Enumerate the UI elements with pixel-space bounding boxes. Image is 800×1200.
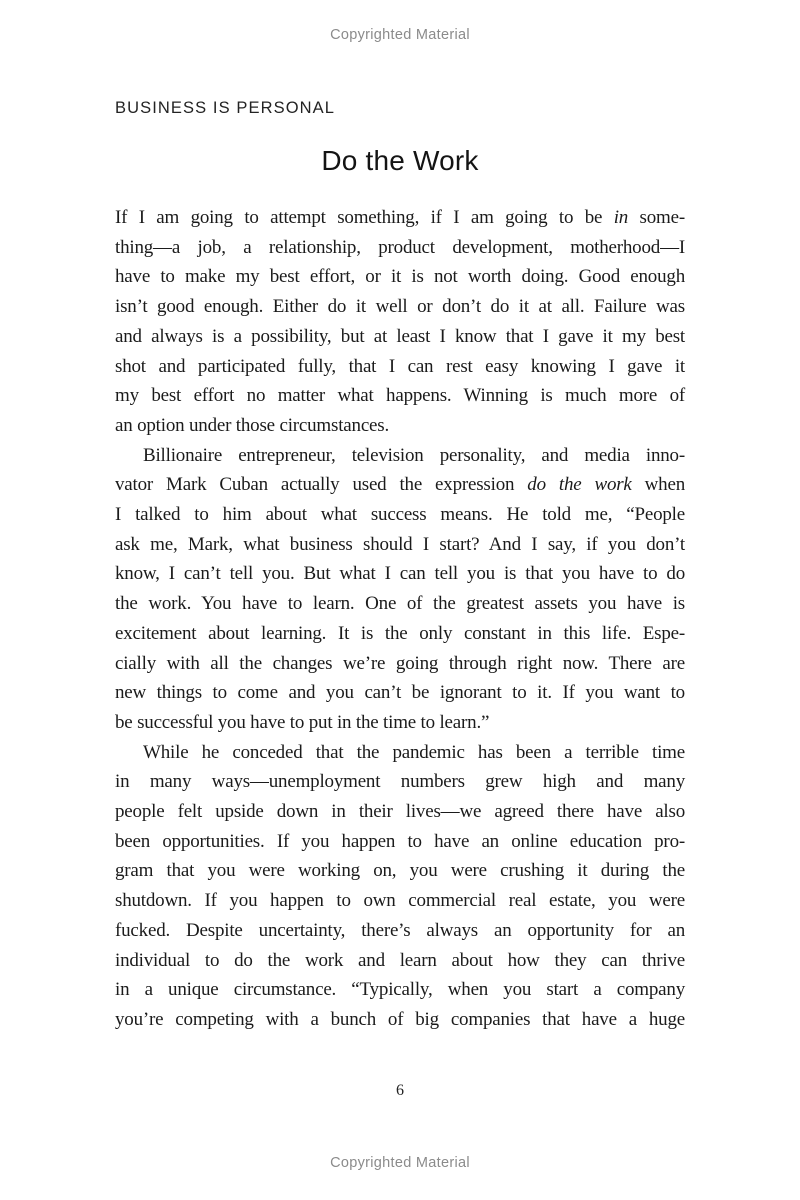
text-run: shot and participated fully, that I can rest easy knowing I gave it — [115, 355, 685, 377]
text-run: been opportunities. If you happen to have an online education pro- — [115, 830, 685, 852]
text-run: fucked. Despite uncertainty, there’s always an opportunity for an — [115, 919, 685, 941]
body-line — [115, 886, 685, 916]
text-run: be successful you have to put in the time to learn.” — [115, 711, 490, 733]
body-line — [115, 381, 685, 411]
text-run: my best effort no matter what happens. Winning is much more of — [115, 385, 685, 407]
chapter-title: Do the Work — [321, 145, 479, 176]
body-paragraph — [115, 441, 685, 738]
body-line — [115, 203, 685, 233]
text-run: cially with all the changes we’re going through right now. There are — [115, 652, 685, 674]
text-run: the work. You have to learn. One of the greatest assets you have is — [115, 593, 685, 615]
text-run: in a unique circumstance. “Typically, when you start a company — [115, 979, 685, 1001]
body-line — [115, 827, 685, 857]
text-run: you’re competing with a bunch of big companies that have a huge — [115, 1008, 685, 1030]
text-run: have to make my best effort, or it is not worth doing. Good enough — [115, 266, 685, 288]
text-run: shutdown. If you happen to own commercial real estate, you were — [115, 890, 685, 912]
body-line — [115, 797, 685, 827]
running-header: BUSINESS IS PERSONAL — [115, 99, 336, 117]
page-number: 6 — [396, 1082, 404, 1099]
body-line — [115, 470, 685, 500]
body-line — [115, 233, 685, 263]
text-run: ask me, Mark, what business should I start? And I say, if you don’t — [115, 533, 685, 555]
body-line — [115, 292, 685, 322]
text-run: If I am going to attempt something, if I am going to be — [115, 207, 614, 228]
text-run: when — [631, 474, 686, 496]
body-line — [115, 975, 685, 1005]
text-run: I talked to him about what success means. He told me, “People — [115, 504, 685, 526]
text-run: excitement about learning. It is the only constant in this life. Espe- — [115, 622, 685, 644]
body-line — [115, 1005, 685, 1035]
text-run: gram that you were working on, you were crushing it during the — [115, 860, 685, 882]
body-line — [115, 767, 685, 797]
italic-text: in — [613, 207, 629, 228]
text-run: individual to do the work and learn about how they can thrive — [115, 949, 685, 971]
text-run: Billionaire entrepreneur, television personality, and media inno- — [143, 444, 685, 466]
text-run: in many ways—unemployment numbers grew high and many — [115, 771, 685, 793]
body-line — [115, 262, 685, 292]
body-line — [115, 500, 685, 530]
text-run: some- — [628, 207, 685, 228]
body-line — [115, 619, 685, 649]
text-run: isn’t good enough. Either do it well or don’t do it at all. Failure was — [115, 296, 685, 318]
body-line — [115, 738, 685, 768]
body-line — [115, 441, 685, 471]
body-line — [115, 916, 685, 946]
body-line — [115, 946, 685, 976]
body-line — [115, 678, 685, 708]
text-run: people felt upside down in their lives—we agreed there have also — [115, 801, 685, 823]
body-line — [115, 649, 685, 679]
text-run: know, I can’t tell you. But what I can tell you is that you have to do — [115, 563, 685, 585]
text-run: an option under those circumstances. — [115, 414, 390, 436]
text-run: vator Mark Cuban actually used the expression — [115, 474, 528, 496]
watermark-bottom: Copyrighted Material — [330, 1155, 470, 1171]
text-run: thing—a job, a relationship, product development, motherhood—I — [115, 236, 685, 258]
body-line — [115, 856, 685, 886]
body-line — [115, 411, 685, 441]
text-run: While he conceded that the pandemic has been a terrible time — [143, 741, 685, 763]
text-run: and always is a possibility, but at least I know that I gave it my best — [115, 325, 685, 347]
body-line — [115, 352, 685, 382]
body-line — [115, 589, 685, 619]
body-paragraph — [115, 203, 685, 441]
body-paragraph — [115, 738, 685, 1035]
body-line — [115, 708, 685, 738]
italic-text: do the work — [527, 474, 632, 496]
body-line — [115, 322, 685, 352]
body-line — [115, 559, 685, 589]
watermark-top: Copyrighted Material — [330, 27, 470, 43]
body-line — [115, 530, 685, 560]
text-run: new things to come and you can’t be ignorant to it. If you want to — [115, 682, 685, 704]
body-text — [115, 203, 685, 1035]
